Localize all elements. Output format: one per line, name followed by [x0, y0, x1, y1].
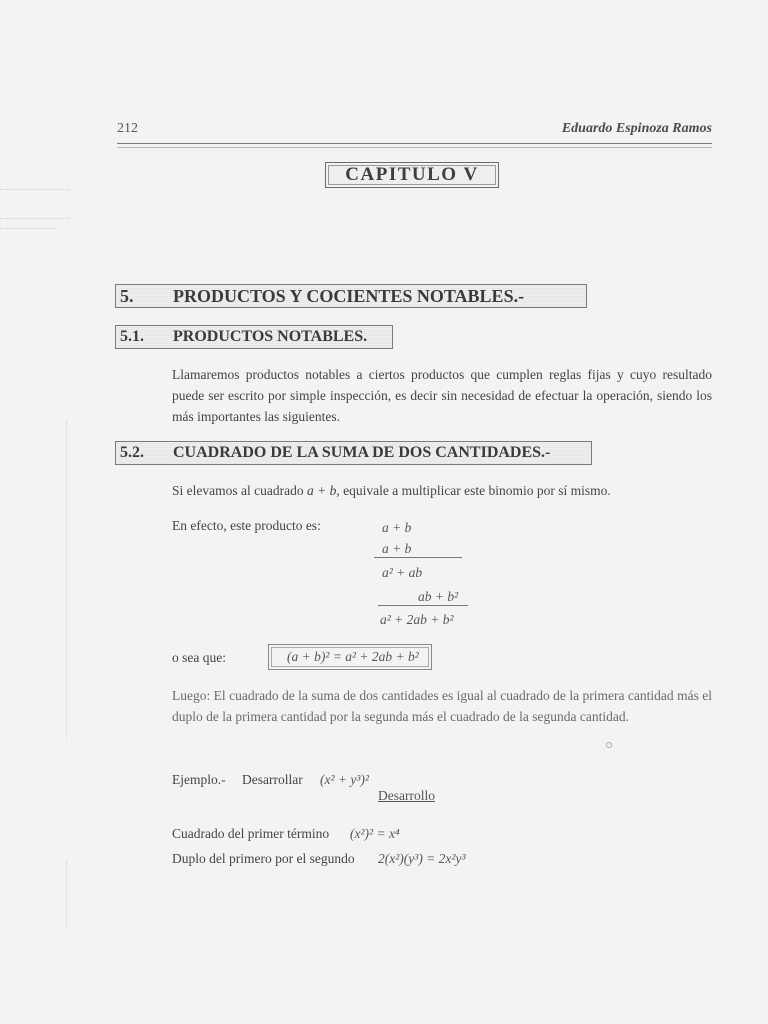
square-intro-expression: a + b — [306, 483, 337, 498]
section-title: PRODUCTOS NOTABLES. — [173, 328, 368, 345]
mult-line-5: a² + 2ab + b² — [380, 612, 454, 627]
mult-line-1: a + b — [382, 520, 412, 535]
scan-speck — [606, 742, 612, 748]
step2-expression: 2(x²)(y³) = 2x²y³ — [378, 851, 466, 866]
section-number: 5. — [120, 286, 134, 306]
intro-paragraph: Llamaremos productos notables a ciertos productos que cumplen reglas fijas y cuyo resultado puede ser escrito por simple inspección, es decir sin necesidad de efectuar la operación, siendo los más importantes las siguientes. — [172, 367, 712, 424]
scan-artifact-vertical — [66, 860, 68, 930]
scan-artifact-line — [0, 189, 70, 191]
mult-line-4: ab + b² — [418, 589, 459, 604]
step1-expression: (x²)² = x⁴ — [350, 826, 400, 841]
luego-paragraph: Luego: El cuadrado de la suma de dos cantidades es igual al cuadrado de la primera cantidad más el duplo de la primera cantidad por la segunda más el cuadrado de la segunda cantidad. — [172, 688, 712, 724]
scan-artifact-line — [0, 218, 70, 220]
section-title: CUADRADO DE LA SUMA DE DOS CANTIDADES.- — [173, 444, 551, 461]
scan-artifact-line — [0, 228, 58, 230]
scan-artifact-vertical — [66, 420, 68, 740]
step1-label: Cuadrado del primer término — [172, 826, 330, 841]
running-head — [117, 121, 712, 144]
multiplication-rule — [374, 557, 462, 558]
section-heading-5 — [115, 284, 587, 308]
header-rule — [117, 147, 712, 148]
chapter-title: CAPITULO V — [325, 162, 499, 188]
o-sea-que-label: o sea que: — [172, 650, 226, 665]
mult-line-3: a² + ab — [382, 565, 423, 580]
section-number: 5.1. — [120, 328, 144, 345]
example-expression: (x² + y³)² — [320, 772, 369, 787]
square-intro-text-a: Si elevamos al cuadrado — [172, 483, 307, 498]
effect-label: En efecto, este producto es: — [172, 518, 321, 533]
step2-label: Duplo del primero por el segundo — [172, 851, 355, 866]
section-heading-5-1 — [115, 325, 393, 349]
section-title: PRODUCTOS Y COCIENTES NOTABLES.- — [173, 286, 525, 306]
square-intro-paragraph — [172, 480, 712, 501]
identity-box — [268, 644, 432, 670]
identity-formula: (a + b)² = a² + 2ab + b² — [287, 649, 419, 664]
page-number: 212 — [117, 121, 138, 136]
example-instruction: Desarrollar — [242, 772, 303, 787]
example-label: Ejemplo.- — [172, 772, 226, 787]
mult-line-2: a + b — [382, 541, 412, 556]
section-heading-5-2 — [115, 441, 592, 465]
square-intro-text-b: , equivale a multiplicar este binomio por sí mismo. — [336, 483, 611, 498]
sum-rule — [378, 605, 468, 606]
author-name: Eduardo Espinoza Ramos — [561, 121, 712, 136]
section-number: 5.2. — [120, 444, 144, 461]
desarrollo-heading: Desarrollo — [378, 788, 435, 803]
